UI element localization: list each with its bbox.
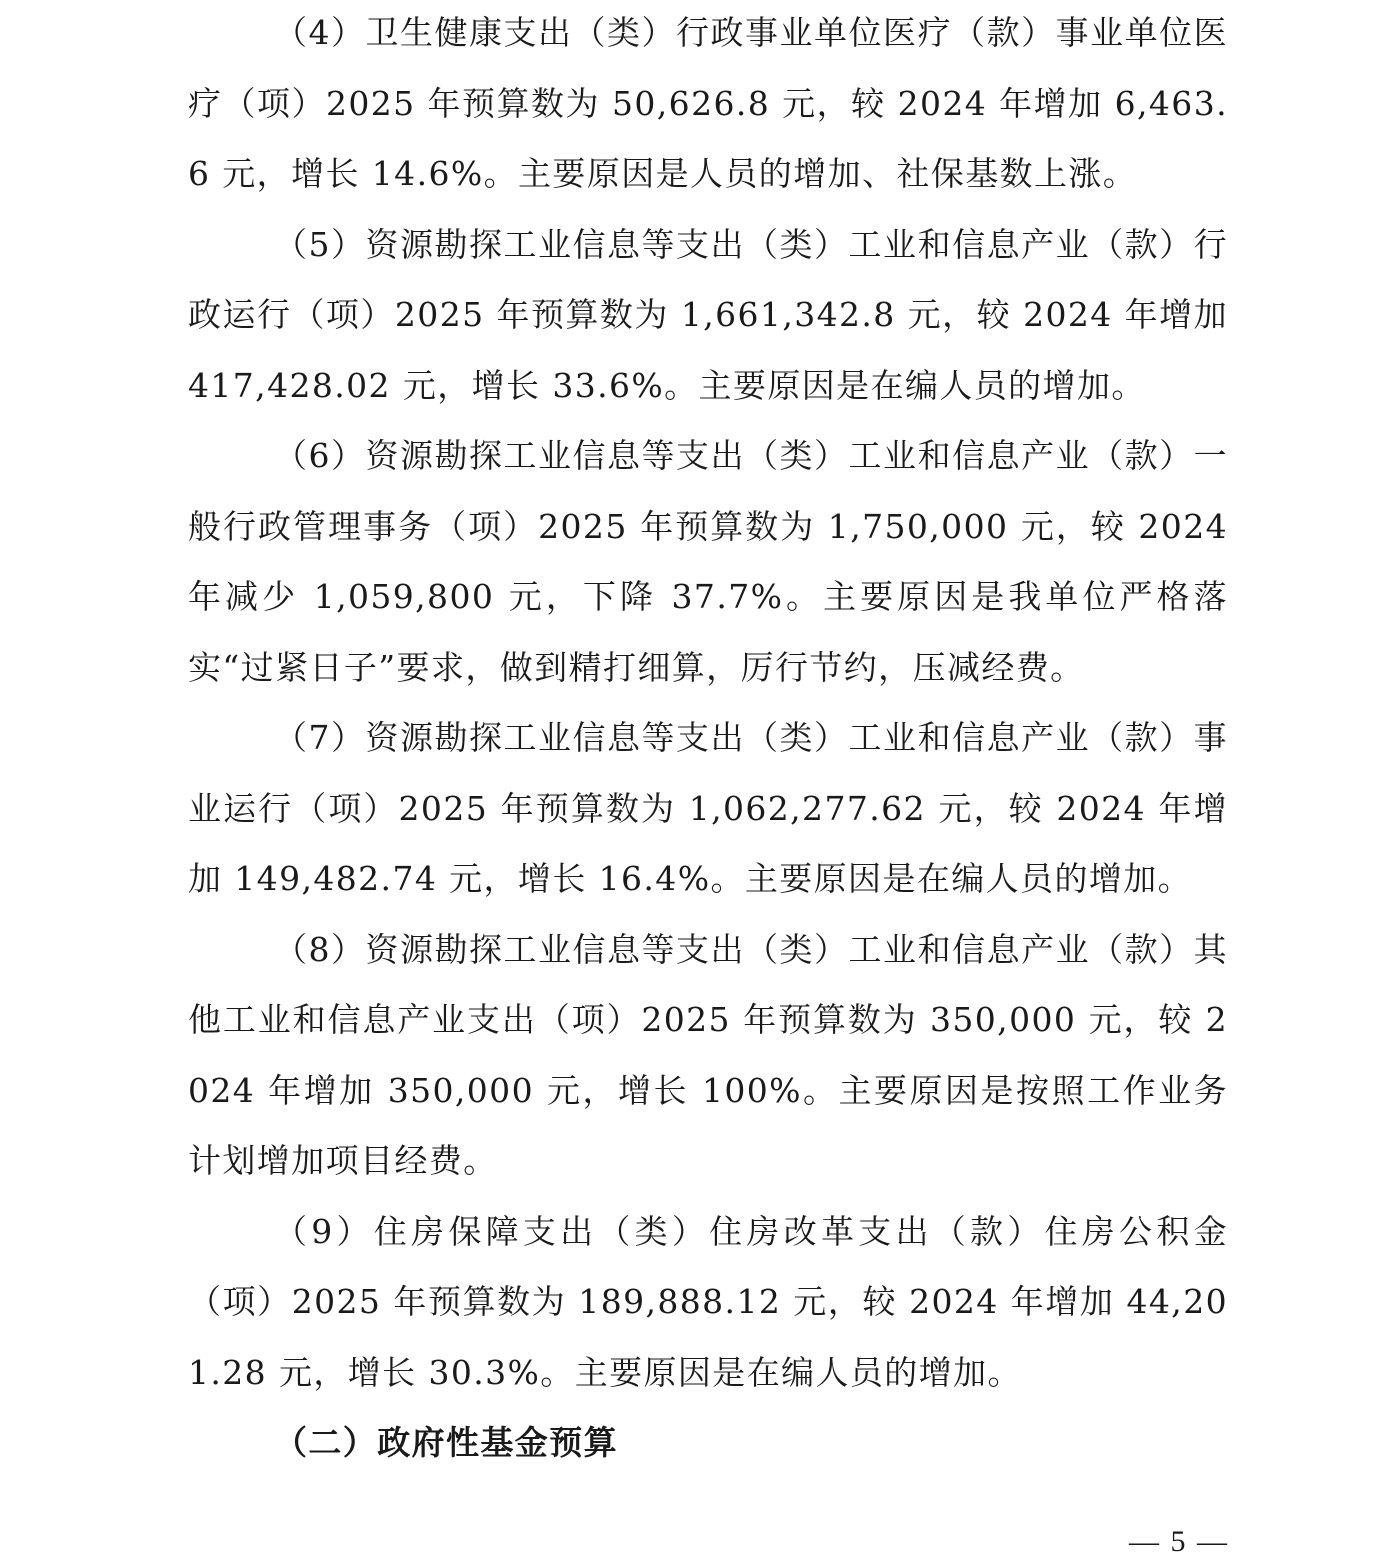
- paragraph-item-9: （9）住房保障支出（类）住房改革支出（款）住房公积金（项）2025 年预算数为 189,888.12 元，较 2024 年增加 44,201.28 元，增长 30.3%。主要原因是在编人员的增加。: [188, 1211, 1228, 1392]
- paragraph-item-7: （7）资源勘探工业信息等支出（类）工业和信息产业（款）事业运行（项）2025 年预算数为 1,062,277.62 元，较 2024 年增加 149,482.74 元，增长 16.4%。主要原因是在编人员的增加。: [188, 718, 1228, 898]
- page-number: — 5 —: [1129, 1525, 1229, 1558]
- document-page: [188, 0, 1228, 1554]
- section-heading-government-fund-budget: （二）政府性基金预算: [274, 1423, 618, 1462]
- paragraph-item-4: （4）卫生健康支出（类）行政事业单位医疗（款）事业单位医疗（项）2025 年预算数为 50,626.8 元，较 2024 年增加 6,463.6 元，增长 14.6%。主要原因是人员的增加、社保基数上涨。: [188, 13, 1228, 193]
- paragraph-item-5: （5）资源勘探工业信息等支出（类）工业和信息产业（款）行政运行（项）2025 年预算数为 1,661,342.8 元，较 2024 年增加 417,428.02 元，增长 33.6%。主要原因是在编人员的增加。: [188, 224, 1228, 405]
- paragraph-item-6: （6）资源勘探工业信息等支出（类）工业和信息产业（款）一般行政管理事务（项）2025 年预算数为 1,750,000 元，较 2024 年减少 1,059,800 元，下降 37.7%。主要原因是我单位严格落实“过紧日子”要求，做到精打细算，厉行节约，压减经费。: [188, 436, 1228, 687]
- paragraph-item-8: （8）资源勘探工业信息等支出（类）工业和信息产业（款）其他工业和信息产业支出（项）2025 年预算数为 350,000 元，较 2024 年增加 350,000 元，增长 100%。主要原因是按照工作业务计划增加项目经费。: [188, 929, 1228, 1180]
